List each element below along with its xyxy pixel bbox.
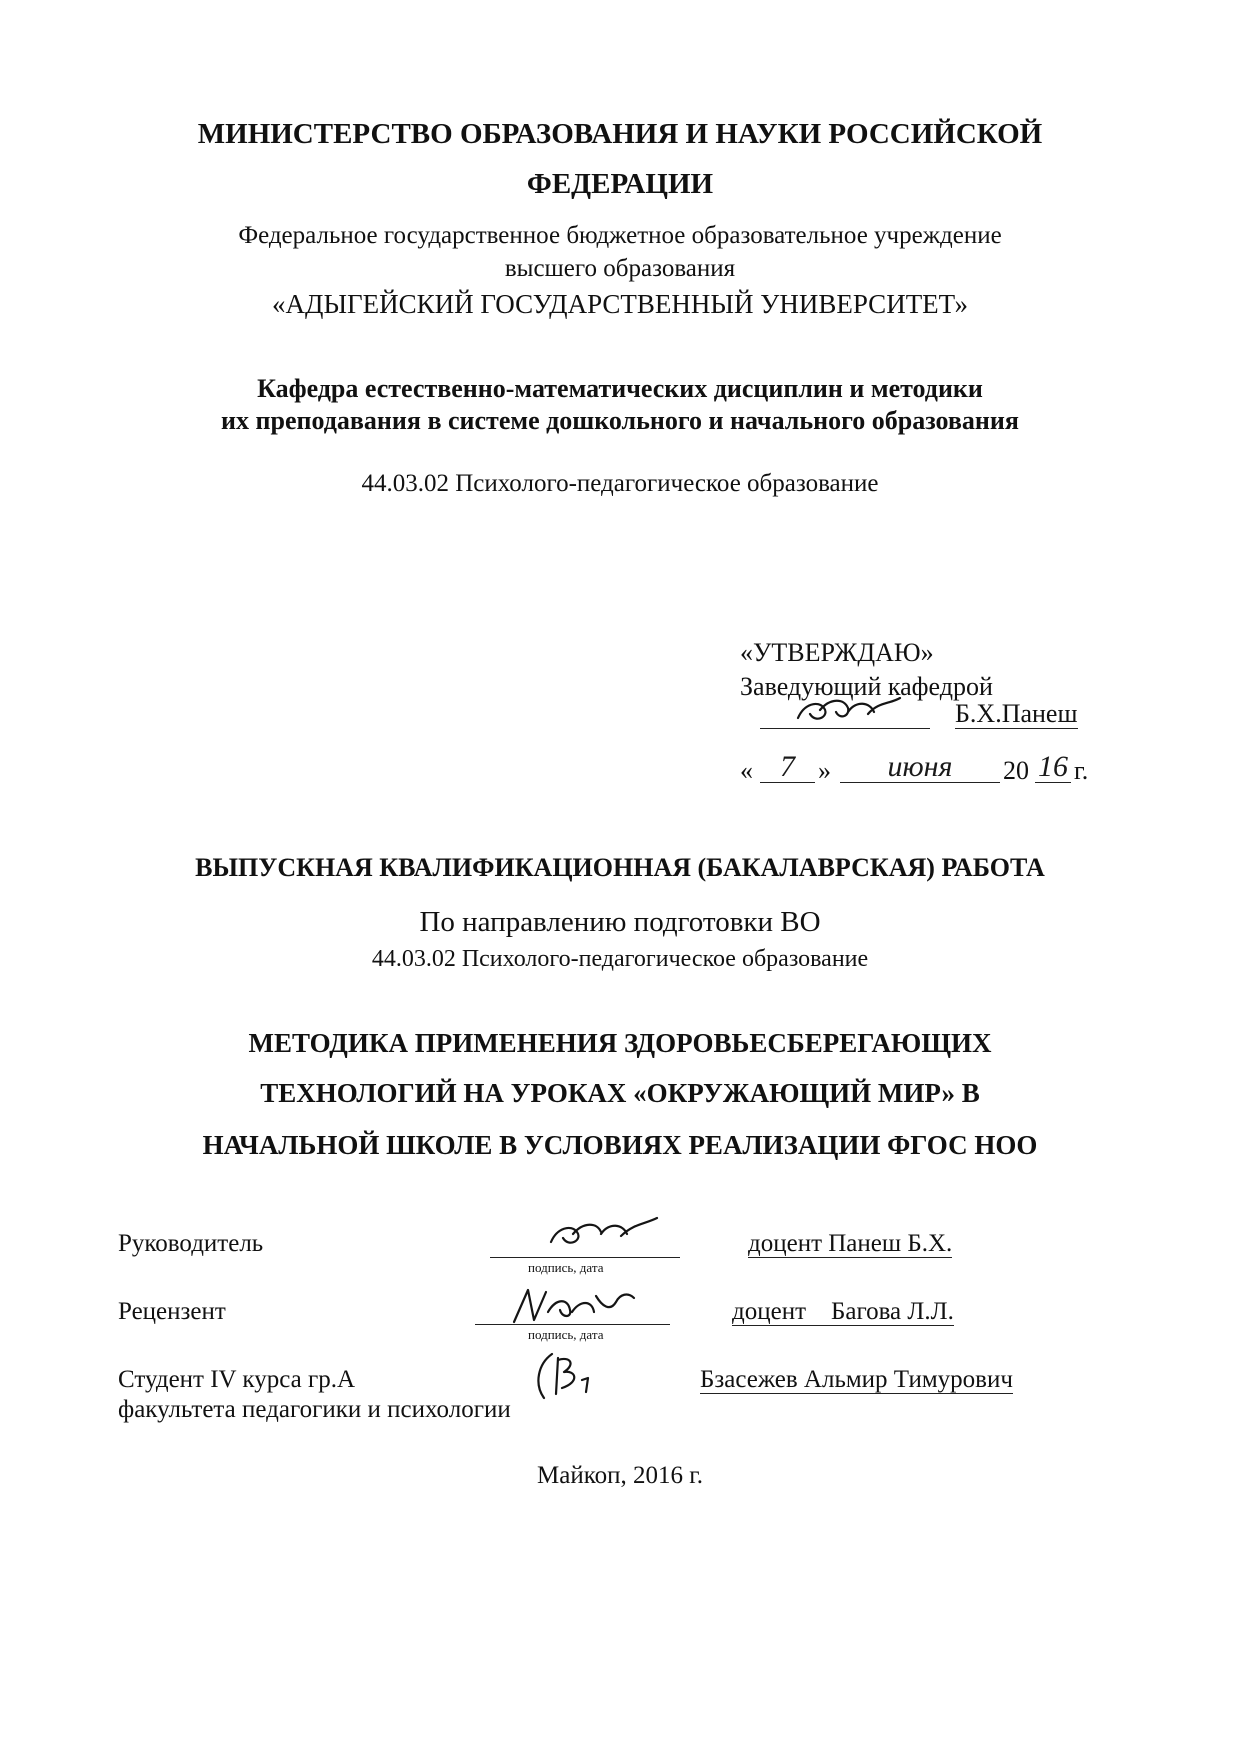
title-line2: ТЕХНОЛОГИЙ НА УРОКАХ «ОКРУЖАЮЩИЙ МИР» В: [260, 1078, 980, 1108]
approval-heading: «УТВЕРЖДАЮ»: [740, 638, 934, 667]
department-line1: Кафедра естественно-математических дисциплин и методики: [257, 374, 983, 403]
student-faculty: факультета педагогики и психологии: [118, 1396, 511, 1423]
reviewer-caption: подпись, дата: [528, 1327, 604, 1342]
supervisor-signature: [545, 1212, 665, 1252]
title-line3: НАЧАЛЬНОЙ ШКОЛЕ В УСЛОВИЯХ РЕАЛИЗАЦИИ ФГОС НОО: [202, 1130, 1038, 1160]
student-label: Студент IV курса гр.А: [118, 1366, 356, 1393]
ministry-line2: ФЕДЕРАЦИИ: [526, 168, 714, 200]
supervisor-signature-line: [490, 1257, 680, 1258]
approval-date-unit: г.: [1074, 756, 1089, 785]
department-line2: их преподавания в системе дошкольного и начального образования: [221, 406, 1019, 435]
approval-name: Б.Х.Панеш: [955, 699, 1078, 728]
student-name: Бзасежев Альмир Тимурович: [700, 1366, 1013, 1393]
title-line1: МЕТОДИКА ПРИМЕНЕНИЯ ЗДОРОВЬЕСБЕРЕГАЮЩИХ: [248, 1028, 992, 1058]
work-direction: По направлению подготовки ВО: [419, 906, 821, 938]
institution-line2: высшего образования: [504, 255, 736, 282]
university-name: «АДЫГЕЙСКИЙ ГОСУДАРСТВЕННЫЙ УНИВЕРСИТЕТ»: [272, 289, 968, 319]
approval-date-month: июня: [840, 750, 1000, 783]
reviewer-signature: [510, 1282, 640, 1328]
student-signature: [530, 1350, 610, 1402]
approval-signature: [790, 690, 910, 730]
reviewer-signature-line: [475, 1324, 670, 1325]
approval-date-year-prefix: 20: [1003, 756, 1029, 785]
place-year: Майкоп, 2016 г.: [537, 1462, 703, 1489]
department-program: 44.03.02 Психолого-педагогическое образование: [361, 470, 879, 497]
supervisor-name: доцент Панеш Б.Х.: [748, 1230, 953, 1257]
supervisor-label: Руководитель: [118, 1230, 264, 1257]
institution-line1: Федеральное государственное бюджетное образовательное учреждение: [238, 222, 1002, 249]
work-program: 44.03.02 Психолого-педагогическое образование: [371, 946, 869, 972]
approval-date-year-suffix: 16: [1035, 750, 1071, 783]
reviewer-name: доцент Багова Л.Л.: [732, 1298, 954, 1325]
reviewer-label: Рецензент: [118, 1298, 226, 1325]
supervisor-caption: подпись, дата: [528, 1260, 604, 1275]
approval-date-open: «: [740, 756, 753, 785]
work-type: ВЫПУСКНАЯ КВАЛИФИКАЦИОННАЯ (БАКАЛАВРСКАЯ) РАБОТА: [195, 853, 1045, 882]
approval-date-day: 7: [760, 750, 815, 783]
approval-date-close: »: [818, 756, 831, 785]
ministry-line1: МИНИСТЕРСТВО ОБРАЗОВАНИЯ И НАУКИ РОССИЙСКОЙ: [197, 118, 1043, 150]
approval-position: Заведующий кафедрой: [740, 672, 993, 701]
